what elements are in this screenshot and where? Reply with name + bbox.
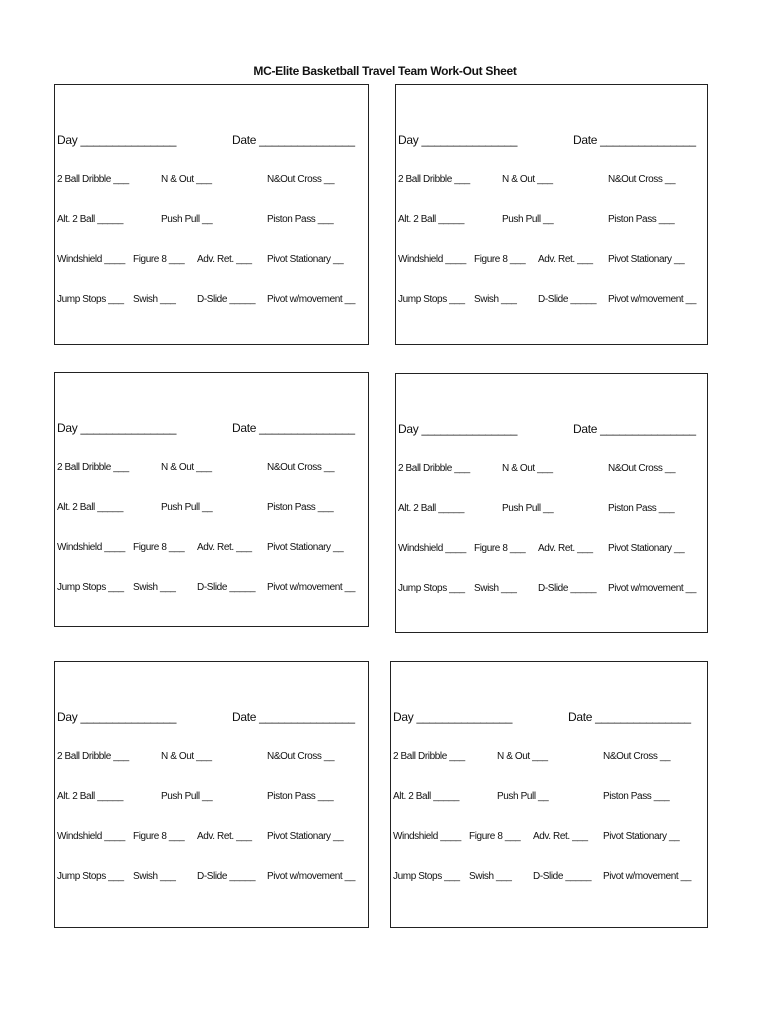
drill-row (396, 543, 707, 559)
drill-item[interactable]: D-Slide _____ (538, 583, 597, 594)
drill-row (55, 174, 368, 190)
drill-item[interactable]: Pivot w/movement __ (603, 871, 691, 882)
drill-item[interactable]: Push Pull __ (161, 502, 213, 513)
day-field[interactable]: Day _______________ (57, 421, 177, 435)
day-field[interactable]: Day _______________ (398, 133, 518, 147)
drill-row (391, 751, 707, 767)
drill-item[interactable]: Push Pull __ (161, 791, 213, 802)
drill-item[interactable]: Pivot Stationary __ (267, 542, 344, 553)
drill-item[interactable]: N & Out ___ (161, 174, 212, 185)
drill-item[interactable]: Piston Pass ___ (608, 503, 675, 514)
date-field[interactable]: Date _______________ (573, 422, 696, 436)
drill-item[interactable]: 2 Ball Dribble ___ (57, 174, 129, 185)
drill-row (396, 294, 707, 310)
drill-item[interactable]: Alt. 2 Ball _____ (398, 503, 465, 514)
date-field[interactable]: Date _______________ (232, 133, 355, 147)
drill-item[interactable]: Windshield ____ (398, 254, 466, 265)
drill-item[interactable]: N&Out Cross __ (608, 463, 676, 474)
drill-item[interactable]: D-Slide _____ (197, 871, 256, 882)
drill-item[interactable]: Pivot Stationary __ (267, 254, 344, 265)
drill-row (55, 214, 368, 230)
drill-row (396, 503, 707, 519)
date-field[interactable]: Date _______________ (232, 421, 355, 435)
drill-item[interactable]: 2 Ball Dribble ___ (57, 751, 129, 762)
drill-item[interactable]: Push Pull __ (161, 214, 213, 225)
drill-item[interactable]: N&Out Cross __ (267, 174, 335, 185)
drill-item[interactable]: Jump Stops ___ (393, 871, 460, 882)
drill-item[interactable]: Alt. 2 Ball _____ (57, 502, 124, 513)
drill-row (55, 871, 368, 887)
drill-item[interactable]: Figure 8 ___ (469, 831, 521, 842)
drill-item[interactable]: Adv. Ret. ___ (538, 254, 593, 265)
drill-item[interactable]: Pivot Stationary __ (608, 543, 685, 554)
drill-item[interactable]: Jump Stops ___ (57, 871, 124, 882)
workout-card (54, 661, 369, 928)
drill-item[interactable]: Windshield ____ (398, 543, 466, 554)
drill-item[interactable]: Figure 8 ___ (133, 831, 185, 842)
drill-item[interactable]: N & Out ___ (502, 174, 553, 185)
page-title: MC-Elite Basketball Travel Team Work-Out Sheet (253, 64, 517, 78)
drill-item[interactable]: Pivot w/movement __ (608, 294, 696, 305)
drill-item[interactable]: Adv. Ret. ___ (197, 254, 252, 265)
date-field[interactable]: Date _______________ (573, 133, 696, 147)
day-field[interactable]: Day _______________ (398, 422, 518, 436)
drill-row (396, 254, 707, 270)
drill-row (55, 831, 368, 847)
drill-item[interactable]: Piston Pass ___ (603, 791, 670, 802)
day-field[interactable]: Day _______________ (57, 710, 177, 724)
drill-item[interactable]: Jump Stops ___ (398, 583, 465, 594)
drill-item[interactable]: Adv. Ret. ___ (533, 831, 588, 842)
drill-item[interactable]: Windshield ____ (57, 831, 125, 842)
drill-item[interactable]: N&Out Cross __ (267, 462, 335, 473)
drill-row (391, 791, 707, 807)
drill-row (391, 871, 707, 887)
drill-item[interactable]: 2 Ball Dribble ___ (393, 751, 465, 762)
drill-item[interactable]: D-Slide _____ (197, 582, 256, 593)
workout-card (54, 84, 369, 345)
drill-item[interactable]: Pivot w/movement __ (267, 294, 355, 305)
drill-item[interactable]: Alt. 2 Ball _____ (57, 214, 124, 225)
drill-item[interactable]: Jump Stops ___ (57, 294, 124, 305)
drill-item[interactable]: Pivot w/movement __ (608, 583, 696, 594)
drill-item[interactable]: Pivot Stationary __ (608, 254, 685, 265)
drill-item[interactable]: Swish ___ (133, 871, 176, 882)
day-field[interactable]: Day _______________ (57, 133, 177, 147)
drill-item[interactable]: Adv. Ret. ___ (197, 831, 252, 842)
drill-item[interactable]: 2 Ball Dribble ___ (398, 174, 470, 185)
drill-item[interactable]: Swish ___ (474, 294, 517, 305)
drill-item[interactable]: Pivot Stationary __ (267, 831, 344, 842)
drill-item[interactable]: Push Pull __ (502, 503, 554, 514)
drill-item[interactable]: Piston Pass ___ (608, 214, 675, 225)
workout-card (395, 373, 708, 633)
drill-row (55, 791, 368, 807)
drill-item[interactable]: Push Pull __ (497, 791, 549, 802)
day-field[interactable]: Day _______________ (393, 710, 513, 724)
drill-item[interactable]: Figure 8 ___ (133, 542, 185, 553)
drill-item[interactable]: Pivot w/movement __ (267, 582, 355, 593)
drill-row (55, 582, 368, 598)
drill-item[interactable]: Adv. Ret. ___ (197, 542, 252, 553)
drill-row (396, 583, 707, 599)
drill-item[interactable]: Pivot w/movement __ (267, 871, 355, 882)
date-field[interactable]: Date _______________ (232, 710, 355, 724)
drill-item[interactable]: Alt. 2 Ball _____ (398, 214, 465, 225)
drill-row (55, 751, 368, 767)
drill-item[interactable]: D-Slide _____ (533, 871, 592, 882)
workout-card (390, 661, 708, 928)
drill-item[interactable]: 2 Ball Dribble ___ (57, 462, 129, 473)
drill-item[interactable]: 2 Ball Dribble ___ (398, 463, 470, 474)
drill-row (396, 463, 707, 479)
drill-row (55, 462, 368, 478)
drill-item[interactable]: Alt. 2 Ball _____ (393, 791, 460, 802)
drill-item[interactable]: N & Out ___ (161, 462, 212, 473)
drill-item[interactable]: N&Out Cross __ (608, 174, 676, 185)
drill-item[interactable]: Pivot Stationary __ (603, 831, 680, 842)
drill-item[interactable]: Jump Stops ___ (398, 294, 465, 305)
workout-card (54, 372, 369, 627)
drill-row (396, 214, 707, 230)
drill-item[interactable]: Adv. Ret. ___ (538, 543, 593, 554)
drill-item[interactable]: D-Slide _____ (197, 294, 256, 305)
date-field[interactable]: Date _______________ (568, 710, 691, 724)
drill-item[interactable]: Piston Pass ___ (267, 502, 334, 513)
drill-row (55, 294, 368, 310)
drill-item[interactable]: Push Pull __ (502, 214, 554, 225)
drill-item[interactable]: Swish ___ (133, 294, 176, 305)
drill-row (55, 502, 368, 518)
workout-card (395, 84, 708, 345)
drill-item[interactable]: Figure 8 ___ (474, 543, 526, 554)
drill-item[interactable]: Swish ___ (474, 583, 517, 594)
drill-row (391, 831, 707, 847)
drill-item[interactable]: N & Out ___ (161, 751, 212, 762)
drill-row (396, 174, 707, 190)
drill-item[interactable]: Alt. 2 Ball _____ (57, 791, 124, 802)
drill-item[interactable]: Jump Stops ___ (57, 582, 124, 593)
drill-item[interactable]: N & Out ___ (497, 751, 548, 762)
drill-item[interactable]: D-Slide _____ (538, 294, 597, 305)
drill-item[interactable]: Windshield ____ (57, 542, 125, 553)
drill-item[interactable]: Windshield ____ (57, 254, 125, 265)
drill-item[interactable]: Figure 8 ___ (474, 254, 526, 265)
drill-item[interactable]: Piston Pass ___ (267, 791, 334, 802)
drill-item[interactable]: Figure 8 ___ (133, 254, 185, 265)
drill-row (55, 542, 368, 558)
drill-item[interactable]: N&Out Cross __ (603, 751, 671, 762)
drill-item[interactable]: Piston Pass ___ (267, 214, 334, 225)
drill-item[interactable]: Windshield ____ (393, 831, 461, 842)
drill-row (55, 254, 368, 270)
drill-item[interactable]: N&Out Cross __ (267, 751, 335, 762)
drill-item[interactable]: Swish ___ (133, 582, 176, 593)
drill-item[interactable]: N & Out ___ (502, 463, 553, 474)
drill-item[interactable]: Swish ___ (469, 871, 512, 882)
